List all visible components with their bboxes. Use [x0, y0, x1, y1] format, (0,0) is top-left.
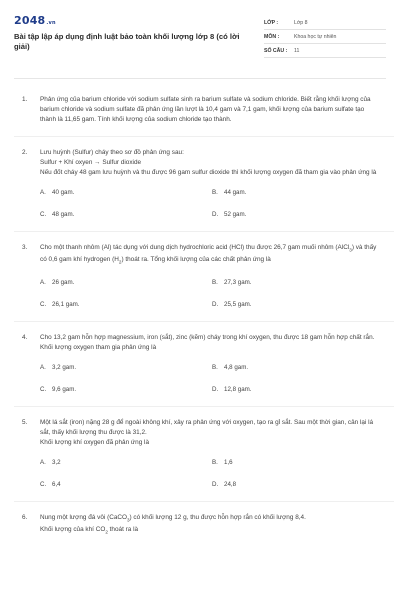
- option-text: 40 gam.: [52, 189, 75, 196]
- question-text: [40, 513, 378, 525]
- option-text: 3,2: [52, 458, 61, 466]
- logo-text: 2048: [14, 14, 46, 27]
- question-6: [22, 513, 378, 538]
- subscript: 3: [126, 516, 130, 522]
- option-a[interactable]: [40, 278, 212, 288]
- option-letter: A.: [40, 189, 46, 196]
- option-letter: B.: [212, 278, 218, 286]
- meta-key-count: SỐ CÂU :: [264, 47, 288, 54]
- option-letter: A.: [40, 363, 46, 371]
- question-divider: [14, 501, 394, 502]
- option-d[interactable]: [212, 300, 362, 310]
- answer-options: [40, 458, 378, 490]
- option-letter: C.: [40, 300, 47, 308]
- option-b[interactable]: [212, 363, 362, 373]
- option-d[interactable]: [212, 210, 362, 220]
- question-3: [22, 243, 378, 310]
- subscript: 2: [105, 529, 108, 535]
- option-text: 24,8: [224, 480, 237, 488]
- text-segment: Khối lượng của khí CO: [40, 525, 106, 533]
- meta-row-subject: [264, 30, 386, 44]
- option-text: 4,8 gam.: [224, 363, 249, 371]
- meta-row-grade: [264, 16, 386, 30]
- option-text: 3,2 gam.: [52, 363, 77, 371]
- question-text: Nếu đốt cháy 48 gam lưu huỳnh và thu được 96 gam sulfur dioxide thì khối lượng oxygen đã tham gia vào phản ứng là: [40, 169, 377, 176]
- question-number: 1.: [22, 96, 28, 103]
- subscript: 3: [349, 247, 352, 253]
- option-text: 27,3 gam.: [224, 278, 252, 286]
- option-b[interactable]: [212, 458, 362, 468]
- question-number: 6.: [22, 513, 28, 521]
- option-text: 44 gam.: [224, 189, 247, 196]
- option-b[interactable]: [212, 188, 362, 198]
- question-number: 5.: [22, 418, 28, 426]
- option-text: 25,5 gam.: [224, 300, 252, 308]
- logo-tld: .vn: [46, 20, 56, 26]
- question-divider: [14, 406, 394, 407]
- option-letter: C.: [40, 480, 47, 488]
- option-letter: C.: [40, 211, 47, 218]
- question-list: [14, 79, 386, 537]
- option-letter: B.: [212, 458, 218, 466]
- question-number: 4.: [22, 333, 28, 341]
- option-letter: B.: [212, 363, 218, 371]
- meta-row-count: [264, 44, 386, 58]
- option-c[interactable]: [40, 210, 212, 220]
- reaction-scheme: Sulfur + Khí oxyen → Sulfur dioxide: [40, 159, 142, 166]
- option-c[interactable]: [40, 300, 212, 310]
- text-segment: thoát ra là: [107, 525, 139, 533]
- option-c[interactable]: [40, 385, 212, 395]
- option-letter: D.: [212, 480, 219, 488]
- text-segment: ) thoát ra. Tổng khối lượng của các chất phản ứng là: [121, 256, 271, 264]
- question-text: [40, 243, 378, 268]
- option-b[interactable]: [212, 278, 362, 288]
- question-text: Phản ứng của barium chloride với sodium sulfate sinh ra barium sulfate và sodium chloride. Biết rằng khối lượng của barium chloride và sodium sulfate đã phản ứng lần lượt là 10,4 gam và 7,1 gam, khối lượng của barium sulfate tạo thành là 11,65 gam. Tính khối lượng của sodium chloride tạo thành.: [40, 96, 371, 123]
- option-text: 6,4: [52, 480, 61, 488]
- option-letter: D.: [212, 211, 219, 218]
- question-number: 3.: [22, 244, 28, 251]
- meta-value-grade: Lớp 8: [294, 19, 308, 26]
- option-text: 9,6 gam.: [52, 385, 77, 393]
- meta-value-count: 11: [294, 47, 300, 54]
- meta-key-subject: MÔN :: [264, 33, 280, 40]
- question-lead: Lưu huỳnh (Sulfur) cháy theo sơ đồ phản ứng sau:: [40, 149, 184, 156]
- option-a[interactable]: [40, 363, 212, 373]
- option-letter: A.: [40, 278, 46, 286]
- question-text: Cho 13,2 gam hỗn hợp magnessium, iron (sắt), zinc (kẽm) cháy trong khí oxygen, thu được 18 gam hỗn hợp chất rắn. Khối lượng oxygen tham gia phản ứng là: [40, 333, 375, 351]
- meta-table: [264, 14, 386, 76]
- text-segment: ) và thấy có 0,6 gam khí hydrogen (H: [40, 244, 377, 264]
- question-divider: [14, 321, 394, 322]
- subscript: 2: [118, 259, 122, 265]
- question-prompt: [40, 525, 378, 537]
- text-segment: ) có khối lượng 12 g, thu được hỗn hợp rắn có khối lượng 8,4.: [129, 513, 306, 521]
- question-4: [22, 333, 378, 395]
- header-left: [14, 14, 250, 76]
- option-letter: D.: [212, 300, 219, 308]
- answer-options: [40, 278, 378, 310]
- option-a[interactable]: [40, 458, 212, 468]
- question-1: [22, 95, 378, 125]
- text-segment: Nung một lượng đá vôi (CaCO: [40, 513, 127, 521]
- option-c[interactable]: [40, 480, 212, 490]
- question-text: Một lá sắt (iron) nặng 28 g để ngoài không khí, xảy ra phản ứng với oxygen, tạo ra gỉ sắt. Sau một thời gian, cân lại lá sắt, thấy khối lượng thu được là 31,2.: [40, 418, 374, 436]
- question-5: [22, 418, 378, 490]
- option-text: 26 gam.: [52, 278, 75, 286]
- option-d[interactable]: [212, 385, 362, 395]
- option-letter: C.: [40, 385, 47, 393]
- meta-key-grade: LỚP :: [264, 19, 279, 26]
- site-logo[interactable]: [14, 14, 250, 27]
- text-segment: Cho một thanh nhôm (Al) tác dụng với dung dịch hydrochloric acid (HCl) thu được 26,7 gam muối nhôm (AlCl: [40, 244, 350, 251]
- option-text: 52 gam.: [224, 211, 247, 218]
- document-header: [14, 14, 386, 76]
- option-d[interactable]: [212, 480, 362, 490]
- option-text: 12,8 gam.: [224, 385, 252, 393]
- document-title: Bài tập lập áp dụng định luật bảo toàn khối lượng lớp 8 (có lời giải): [14, 32, 240, 51]
- question-2: [22, 148, 378, 220]
- meta-value-subject: Khoa học tự nhiên: [294, 33, 337, 40]
- answer-options: [40, 363, 378, 395]
- option-letter: B.: [212, 189, 218, 196]
- question-divider: [14, 231, 394, 232]
- option-text: 1,6: [224, 458, 233, 466]
- option-a[interactable]: [40, 188, 212, 198]
- option-text: 26,1 gam.: [52, 300, 80, 308]
- question-divider: [14, 136, 394, 137]
- question-number: 2.: [22, 149, 28, 156]
- question-prompt: Khối lượng khí oxygen đã phản ứng là: [40, 438, 150, 446]
- option-letter: A.: [40, 458, 46, 466]
- option-text: 48 gam.: [52, 211, 75, 218]
- option-letter: D.: [212, 385, 219, 393]
- answer-options: [40, 188, 378, 220]
